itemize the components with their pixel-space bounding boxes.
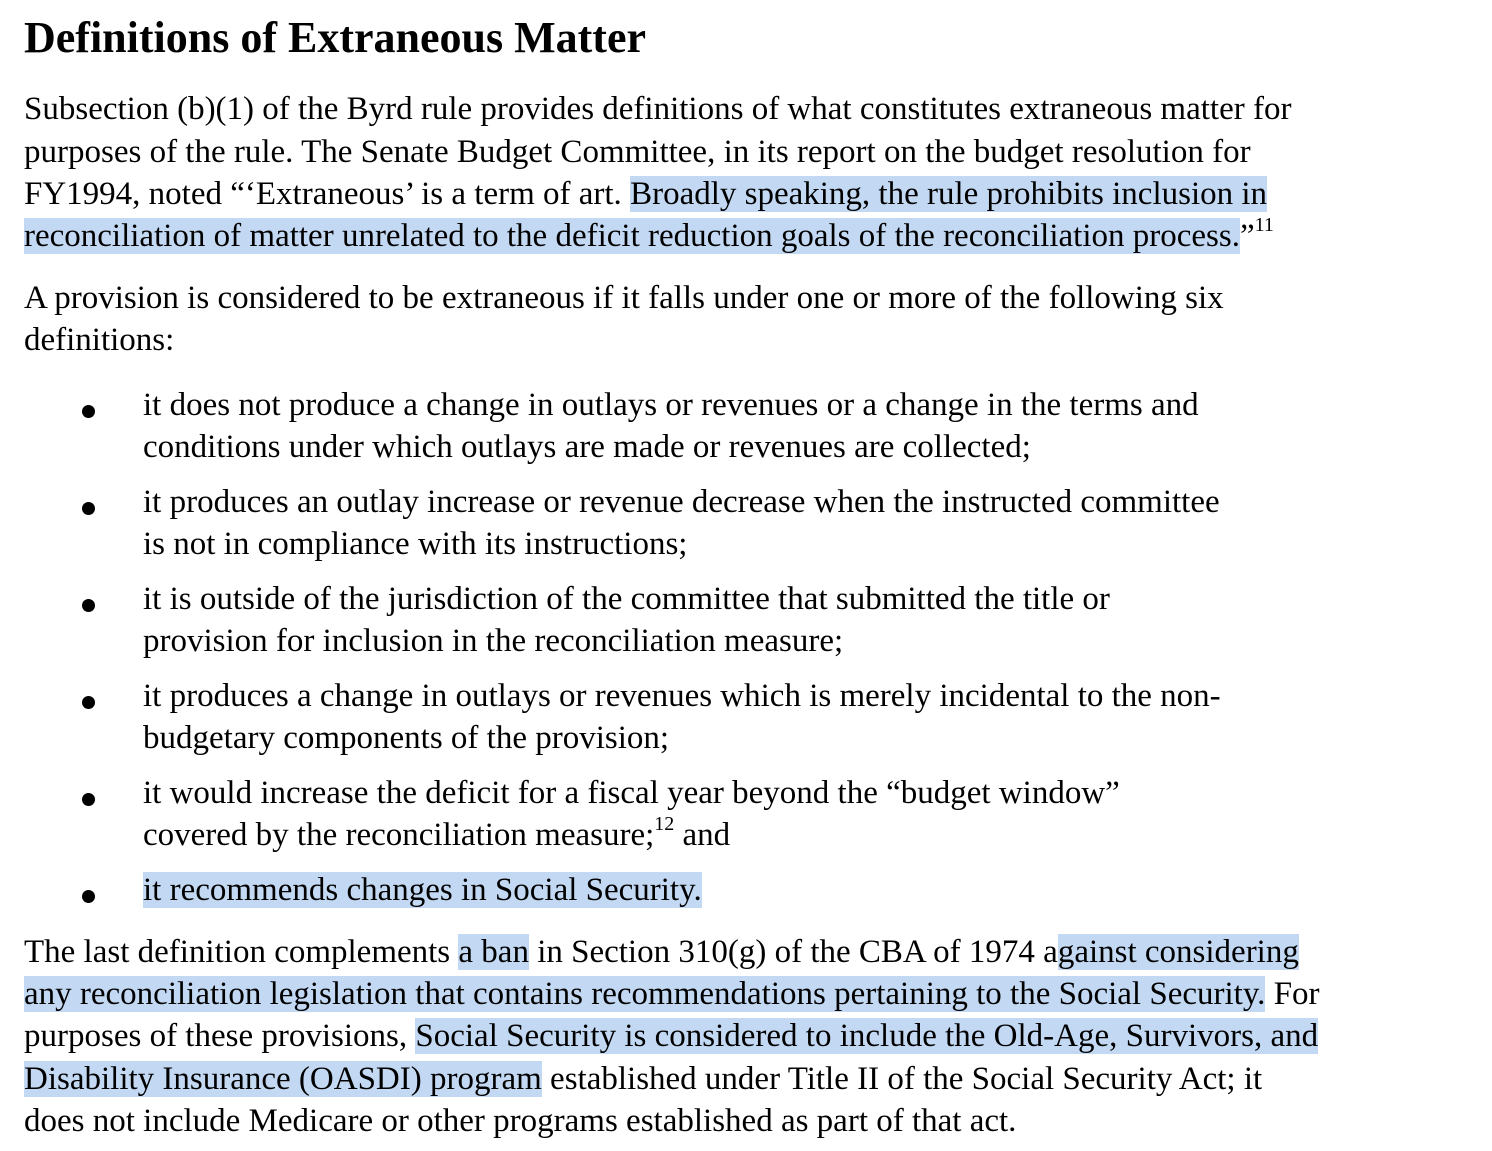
paragraph-1-line-3[interactable] xyxy=(24,173,1267,215)
bullet-icon xyxy=(82,398,102,418)
paragraph-1-line-4[interactable] xyxy=(24,215,1274,257)
highlighted-text: a ban xyxy=(458,934,529,970)
paragraph-1-line-2[interactable]: purposes of the rule. The Senate Budget Committee, in its report on the budget resolution for xyxy=(24,134,1251,170)
list-item-3-line-2[interactable]: provision for inclusion in the reconciliation measure; xyxy=(143,623,844,659)
bullet-icon xyxy=(82,495,102,515)
list-item-2-line-1[interactable]: it produces an outlay increase or revenue decrease when the instructed committee xyxy=(143,484,1220,520)
list-item-1-line-2[interactable]: conditions under which outlays are made or revenues are collected; xyxy=(143,429,1031,465)
plain-text: The last definition complements xyxy=(24,934,459,970)
paragraph-3-line-1[interactable] xyxy=(24,931,1299,973)
list-item-5-line-1[interactable]: it would increase the deficit for a fiscal year beyond the “budget window” xyxy=(143,775,1120,811)
paragraph-1-line-1[interactable]: Subsection (b)(1) of the Byrd rule provides definitions of what constitutes extraneous matter for xyxy=(24,91,1292,127)
paragraph-3-line-3[interactable] xyxy=(24,1015,1318,1057)
paragraph-3-line-2[interactable] xyxy=(24,973,1320,1015)
highlighted-text: reconciliation of matter unrelated to the deficit reduction goals of the reconciliation process. xyxy=(24,218,1240,254)
plain-text: in Section 310(g) of the CBA of 1974 a xyxy=(528,934,1058,970)
footnote-ref-12[interactable]: 12 xyxy=(654,813,675,835)
paragraph-3-line-5[interactable]: does not include Medicare or other programs established as part of that act. xyxy=(24,1103,1017,1139)
plain-text: covered by the reconciliation measure; xyxy=(143,817,655,853)
list-item-4-line-1[interactable]: it produces a change in outlays or revenues which is merely incidental to the non- xyxy=(143,678,1221,714)
list-item-4-line-2[interactable]: budgetary components of the provision; xyxy=(143,720,670,756)
section-heading: Definitions of Extraneous Matter xyxy=(24,13,647,62)
highlighted-text: Broadly speaking, the rule prohibits inclusion in xyxy=(630,176,1268,212)
highlighted-text: any reconciliation legislation that contains recommendations pertaining to the Social Security. xyxy=(24,976,1266,1012)
list-item-6-line-1[interactable] xyxy=(143,869,702,911)
bullet-icon xyxy=(82,883,102,903)
plain-text: purposes of these provisions, xyxy=(24,1018,416,1054)
bullet-icon xyxy=(82,592,102,612)
plain-text: For xyxy=(1265,976,1320,1012)
plain-text: ” xyxy=(1239,218,1255,254)
list-item-2-line-2[interactable]: is not in compliance with its instructions; xyxy=(143,526,688,562)
paragraph-2-line-2[interactable]: definitions: xyxy=(24,322,175,358)
paragraph-2-line-1[interactable]: A provision is considered to be extraneous if it falls under one or more of the following six xyxy=(24,280,1224,316)
highlighted-text: Social Security is considered to include the Old-Age, Survivors, and xyxy=(415,1018,1319,1054)
footnote-ref-11[interactable]: 11 xyxy=(1254,214,1274,236)
bullet-icon xyxy=(82,786,102,806)
highlighted-text: gainst considering xyxy=(1057,934,1299,970)
plain-text: FY1994, noted “‘Extraneous’ is a term of art. xyxy=(24,176,631,212)
plain-text: established under Title II of the Social Security Act; it xyxy=(541,1061,1263,1097)
bullet-icon xyxy=(82,689,102,709)
list-item-1-line-1[interactable]: it does not produce a change in outlays or revenues or a change in the terms and xyxy=(143,387,1199,423)
plain-text: and xyxy=(674,817,731,853)
paragraph-3-line-4[interactable] xyxy=(24,1058,1262,1100)
list-item-3-line-1[interactable]: it is outside of the jurisdiction of the committee that submitted the title or xyxy=(143,581,1110,617)
list-item-5-line-2[interactable] xyxy=(143,814,730,856)
highlighted-text: it recommends changes in Social Security. xyxy=(143,872,702,908)
highlighted-text: Disability Insurance (OASDI) program xyxy=(24,1061,542,1097)
